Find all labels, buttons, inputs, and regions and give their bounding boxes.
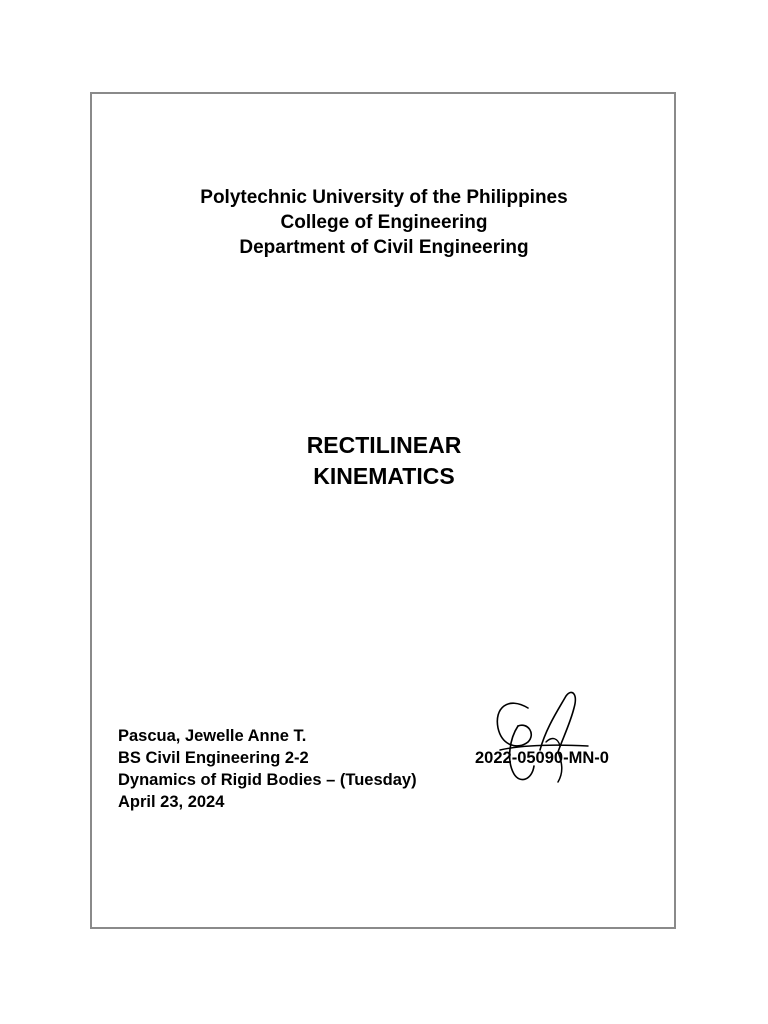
student-id-number: 2022-05090-MN-0 [475, 749, 609, 767]
university-name: Polytechnic University of the Philippines [200, 187, 568, 208]
course-name: Dynamics of Rigid Bodies – (Tuesday) [118, 771, 417, 789]
student-program: BS Civil Engineering 2-2 [118, 749, 309, 767]
document-title [0, 430, 768, 492]
title-line-1: RECTILINEAR [306, 432, 462, 458]
student-name: Pascua, Jewelle Anne T. [118, 727, 307, 745]
handwritten-signature [488, 688, 598, 788]
student-info [118, 725, 417, 813]
department-name: Department of Civil Engineering [239, 237, 529, 258]
institution-header [0, 185, 768, 260]
title-line-2: KINEMATICS [313, 463, 455, 489]
submission-date: April 23, 2024 [118, 793, 225, 811]
college-name: College of Engineering [280, 212, 488, 233]
